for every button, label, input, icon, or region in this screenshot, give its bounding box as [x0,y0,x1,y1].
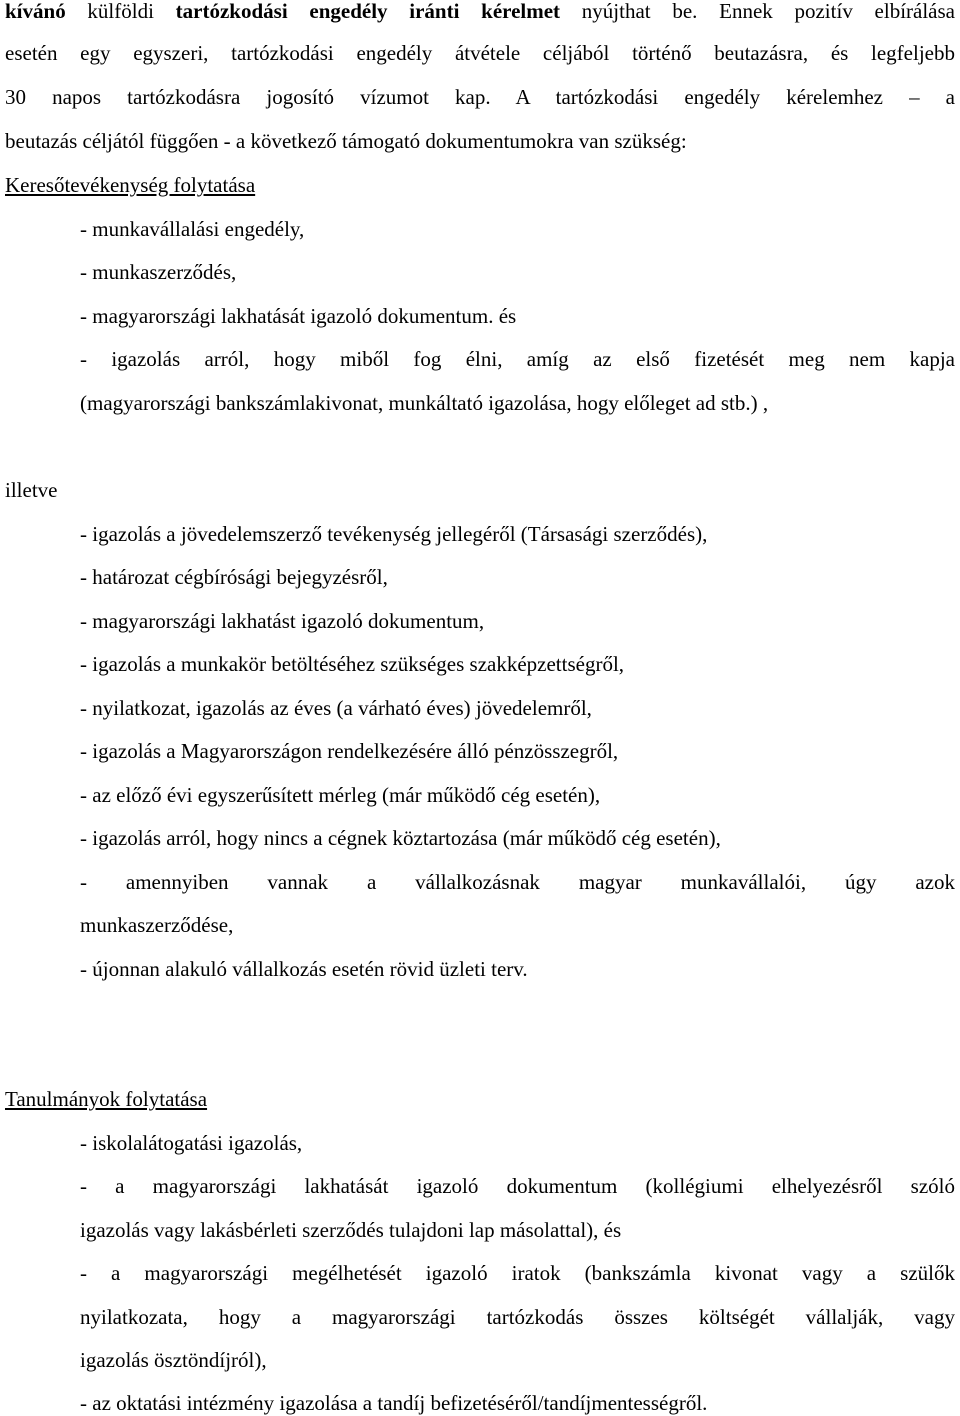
business-item-7: - az előző évi egyszerűsített mérleg (már működő cég esetén), [80,783,601,807]
business-item-9: - amennyiben vannak a vállalkozásnak magyar munkavállalói, úgy azok [80,870,955,894]
study-item-2: - a magyarországi lakhatását igazoló dokumentum (kollégiumi elhelyezésről szóló [80,1174,955,1198]
intro-line-4: beutazás céljától függően - a következő támogató dokumentumokra van szükség: [5,129,687,153]
intro-line-3: 30 napos tartózkodásra jogosító vízumot kap. A tartózkodási engedély kérelemhez – a [5,85,955,109]
study-item-1: - iskolalátogatási igazolás, [80,1131,303,1155]
intro-text-1: külföldi [65,0,176,23]
business-item-2: - határozat cégbírósági bejegyzésről, [80,565,388,589]
business-item-5: - nyilatkozat, igazolás az éves (a várható éves) jövedelemről, [80,696,592,720]
job-item-3: - magyarországi lakhatását igazoló dokumentum. és [80,304,517,328]
intro-bold-2: tartózkodási engedély iránti kérelmet [175,0,561,23]
business-item-1: - igazolás a jövedelemszerző tevékenység jellegéről (Társasági szerződés), [80,522,708,546]
intro-line-1 [5,0,955,24]
study-item-2-cont: igazolás vagy lakásbérleti szerződés tulajdoni lap másolattal), és [80,1218,622,1242]
section-heading-job: Keresőtevékenység folytatása [5,173,256,197]
study-item-4: - az oktatási intézmény igazolása a tandíj befizetéséről/tandíjmentességről. [80,1391,708,1415]
study-item-3-cont-2: igazolás ösztöndíjról), [80,1348,267,1372]
business-item-9-cont: munkaszerződése, [80,913,234,937]
study-item-3-cont-1: nyilatkozata, hogy a magyarországi tartózkodás összes költségét vállalják, vagy [80,1305,955,1329]
intro-line-2: esetén egy egyszeri, tartózkodási engedély átvétele céljából történő beutazásra, és legfeljebb [5,41,955,65]
study-item-3: - a magyarországi megélhetését igazoló iratok (bankszámla kivonat vagy a szülők [80,1261,955,1285]
business-item-8: - igazolás arról, hogy nincs a cégnek köztartozása (már működő cég esetén), [80,826,721,850]
intro-bold-1: kívánó [5,0,66,23]
intro-text-2: nyújthat be. Ennek pozitív elbírálása [560,0,955,23]
or-label: illetve [5,478,58,502]
job-item-4-cont: (magyarországi bankszámlakivonat, munkáltató igazolása, hogy előleget ad stb.) , [80,391,769,415]
job-item-2: - munkaszerződés, [80,260,237,284]
job-item-1: - munkavállalási engedély, [80,217,305,241]
business-item-4: - igazolás a munkakör betöltéséhez szükséges szakképzettségről, [80,652,625,676]
business-item-6: - igazolás a Magyarországon rendelkezésére álló pénzösszegről, [80,739,619,763]
job-item-4: - igazolás arról, hogy miből fog élni, amíg az első fizetését meg nem kapja [80,347,955,371]
business-item-10: - újonnan alakuló vállalkozás esetén rövid üzleti terv. [80,957,528,981]
section-heading-study: Tanulmányok folytatása [5,1087,208,1111]
business-item-3: - magyarországi lakhatást igazoló dokumentum, [80,609,485,633]
